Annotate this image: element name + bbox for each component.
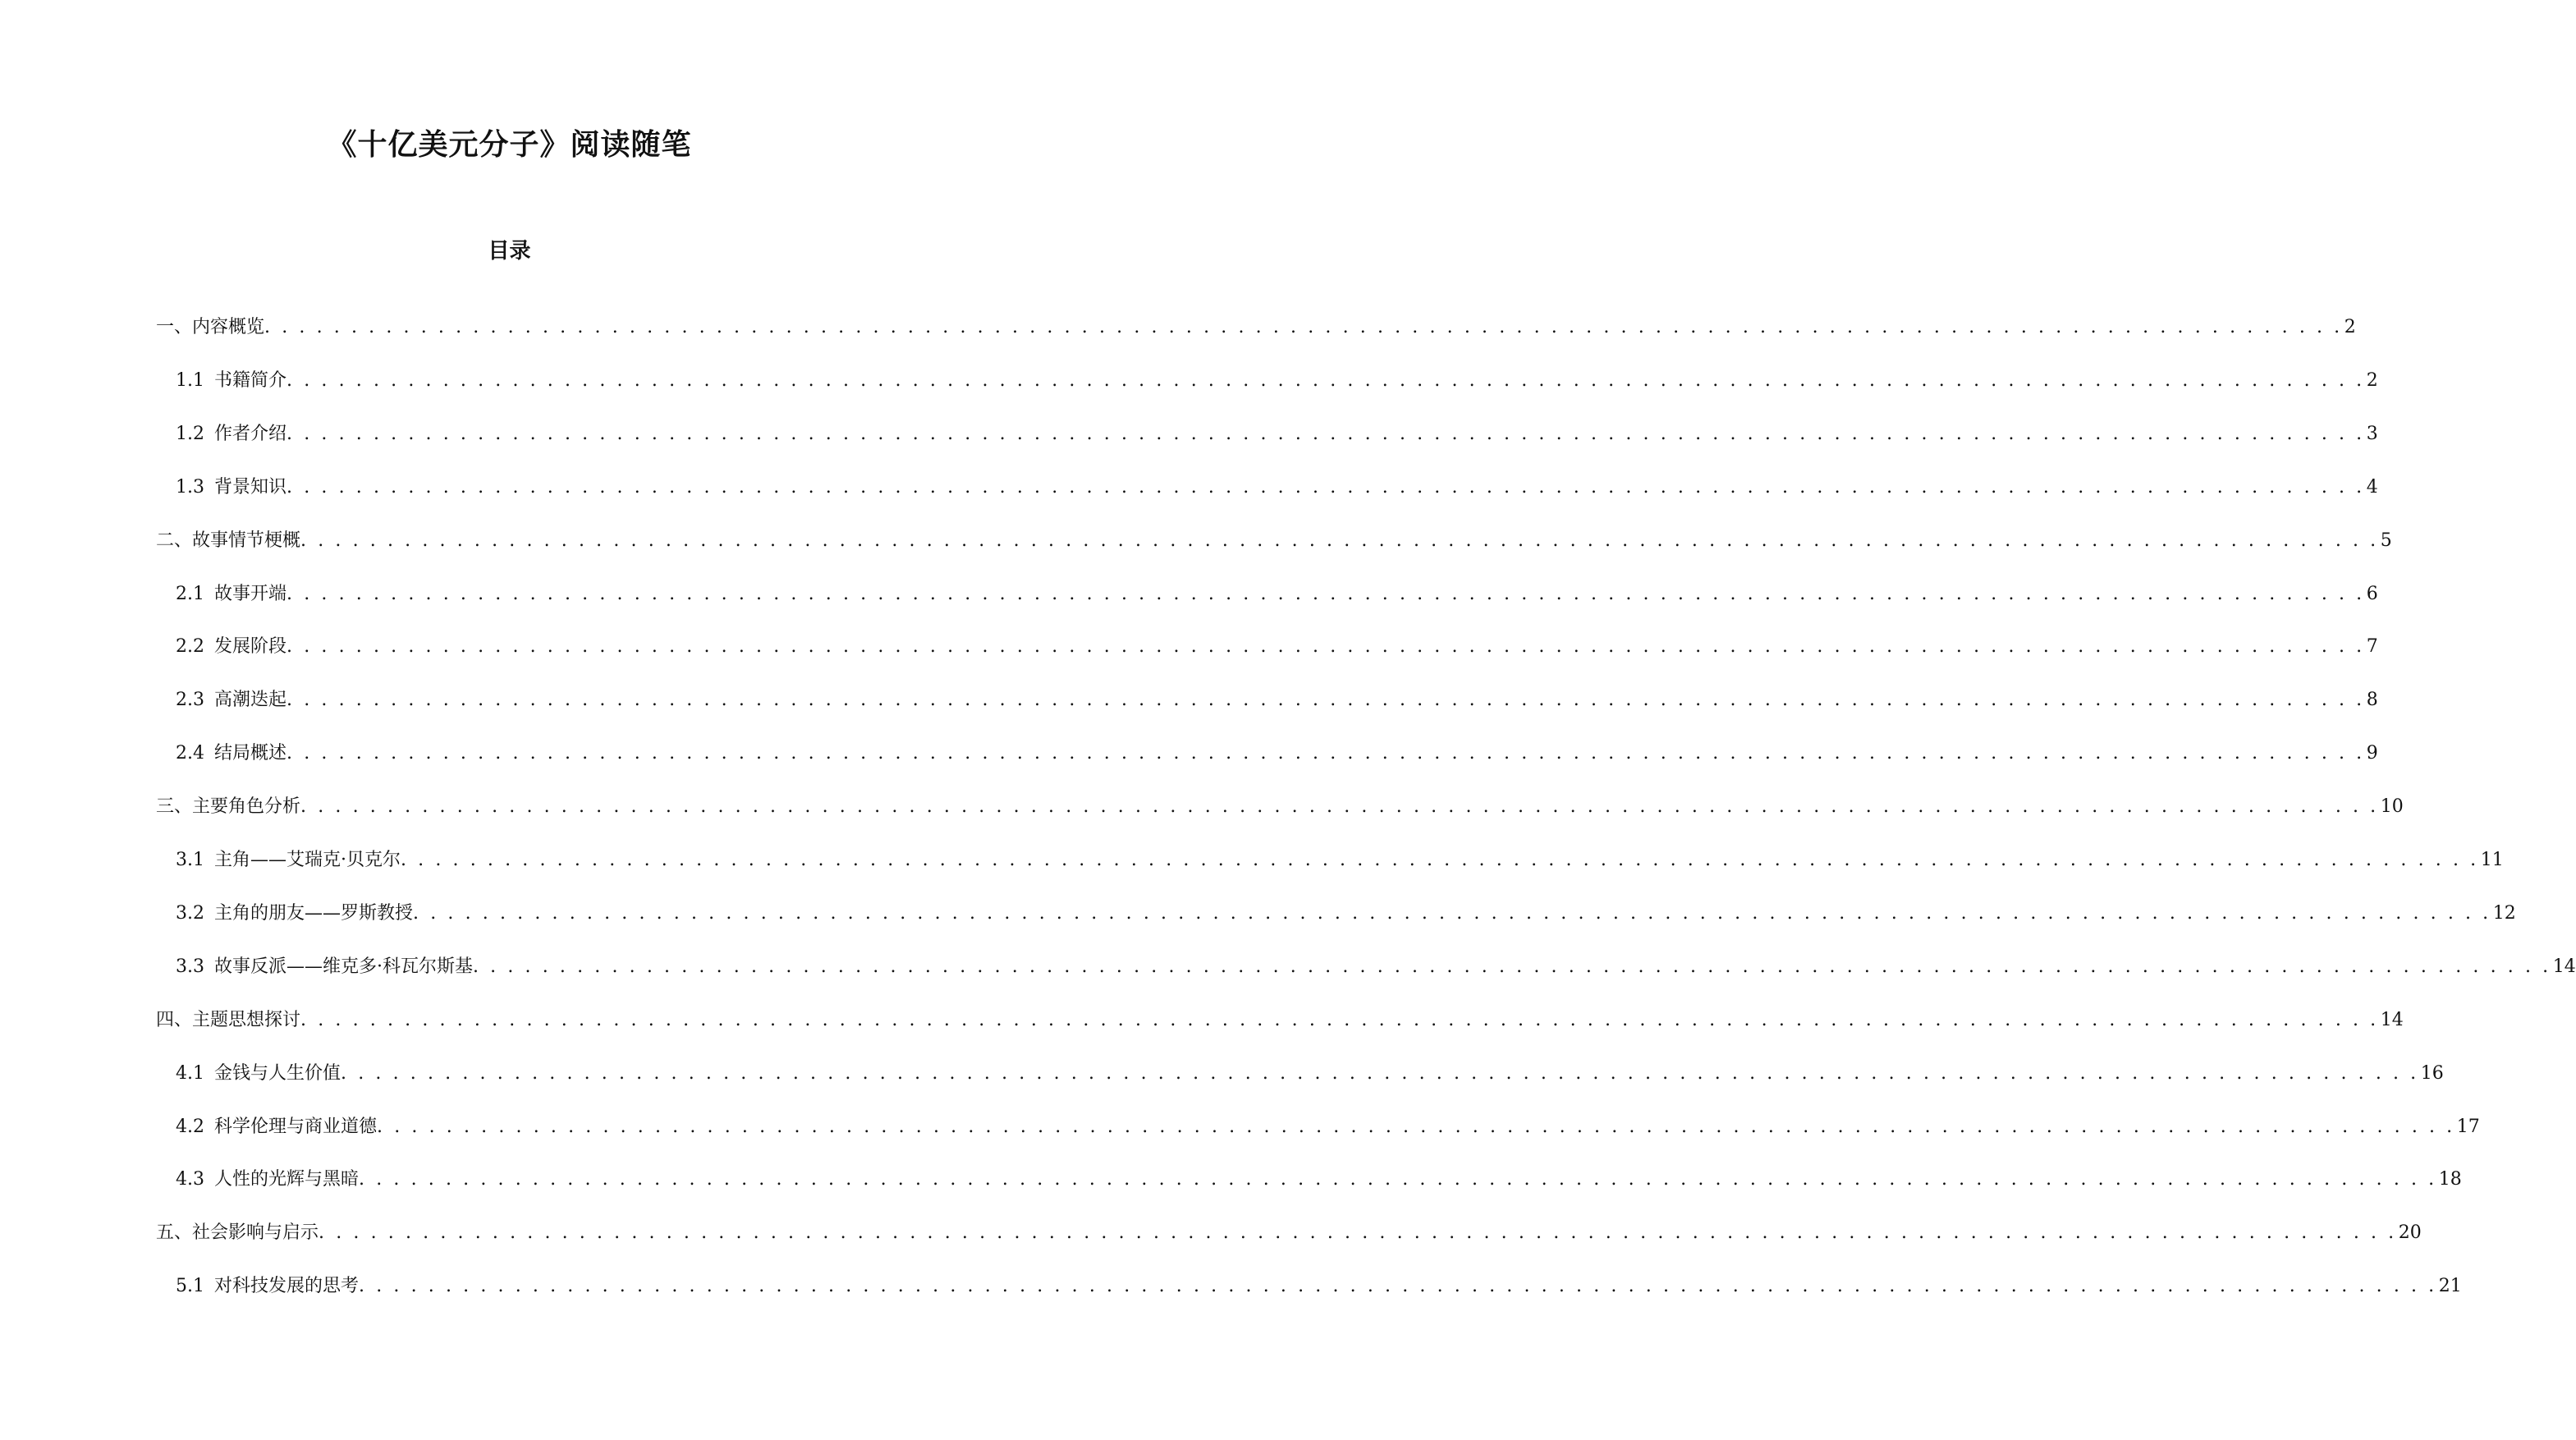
toc-entry-page-number: 14: [2552, 956, 2576, 977]
toc-entry-page-number: 12: [2492, 903, 2516, 924]
toc-entry-page-number: 16: [2420, 1063, 2444, 1084]
toc-dot-leader: . . . . . . . . . . . . . . . . . . . . . . . . . . . . . . . . . . . . . . . . . . . . . . . . . . . . . . . . . . . . . . . . . . . . . . . . . . . . . . . . . . . . . . . . . . . . . . . . . . . . . . . . . . . . . . . . . . . . . . . .: [300, 530, 2379, 551]
toc-heading: 目录: [488, 239, 531, 264]
toc-entry-label: 三、主要角色分析: [156, 796, 301, 817]
toc-entry-page-number: 20: [2398, 1222, 2422, 1243]
toc-entry-page-number: 2: [2344, 317, 2356, 337]
toc-dot-leader: . . . . . . . . . . . . . . . . . . . . . . . . . . . . . . . . . . . . . . . . . . . . . . . . . . . . . . . . . . . . . . . . . . . . . . . . . . . . . . . . . . . . . . . . . . . . . . . . . . . . . . . . . . . . . . . . . . . . . . . .: [401, 850, 2479, 870]
toc-dot-leader: . . . . . . . . . . . . . . . . . . . . . . . . . . . . . . . . . . . . . . . . . . . . . . . . . . . . . . . . . . . . . . . . . . . . . . . . . . . . . . . . . . . . . . . . . . . . . . . . . . . . . . . . . . . . . . . . . . . . . . . .: [286, 690, 2365, 710]
toc-entry-page-number: 7: [2366, 636, 2378, 657]
toc-entry-page-number: 18: [2438, 1169, 2462, 1190]
toc-entry-page-number: 6: [2366, 584, 2378, 604]
toc-entry-number: 4.1: [176, 1063, 204, 1084]
toc-entry-chapter[interactable]: [156, 314, 2356, 341]
toc-entry-section[interactable]: [176, 1114, 2480, 1140]
toc-entry-label: 故事反派——维克多·科瓦尔斯基: [214, 956, 473, 977]
toc-entry-section[interactable]: [176, 1273, 2462, 1300]
toc-entry-section[interactable]: [176, 1167, 2462, 1193]
toc-entry-page-number: 17: [2456, 1117, 2480, 1137]
toc-entry-page-number: 3: [2366, 424, 2378, 444]
toc-entry-label: 对科技发展的思考: [214, 1276, 360, 1296]
toc-entry-label: 科学伦理与商业道德: [214, 1117, 378, 1137]
toc-entry-page-number: 10: [2380, 796, 2404, 817]
toc-entry-number: 2.3: [176, 690, 204, 710]
toc-entry-label: 一、内容概览: [156, 317, 265, 337]
toc-entry-label: 主角的朋友——罗斯教授: [214, 903, 414, 924]
toc-entry-page-number: 5: [2380, 530, 2392, 551]
toc-entry-number: 1.2: [176, 424, 204, 444]
toc-entry-label: 作者介绍: [214, 424, 287, 444]
toc-entry-chapter[interactable]: [156, 1007, 2404, 1034]
toc-entry-number: 1.1: [176, 370, 204, 391]
toc-entry-number: 3.1: [176, 850, 204, 870]
toc-entry-label: 主角——艾瑞克·贝克尔: [214, 850, 401, 870]
toc-entry-chapter[interactable]: [156, 1220, 2422, 1246]
toc-entry-label: 背景知识: [214, 477, 287, 498]
toc-dot-leader: . . . . . . . . . . . . . . . . . . . . . . . . . . . . . . . . . . . . . . . . . . . . . . . . . . . . . . . . . . . . . . . . . . . . . . . . . . . . . . . . . . . . . . . . . . . . . . . . . . . . . . . . . . . . . . . . . . . . . . . .: [413, 903, 2491, 924]
toc-entry-label: 书籍简介: [214, 370, 287, 391]
toc-entry-page-number: 21: [2438, 1276, 2462, 1296]
toc-entry-number: 3.2: [176, 903, 204, 924]
toc-entry-label: 金钱与人生价值: [214, 1063, 341, 1084]
toc-entry-section[interactable]: [176, 687, 2378, 713]
toc-entry-page-number: 14: [2380, 1010, 2404, 1030]
toc-entry-chapter[interactable]: [156, 528, 2392, 554]
toc-entry-page-number: 9: [2366, 743, 2378, 764]
toc-dot-leader: . . . . . . . . . . . . . . . . . . . . . . . . . . . . . . . . . . . . . . . . . . . . . . . . . . . . . . . . . . . . . . . . . . . . . . . . . . . . . . . . . . . . . . . . . . . . . . . . . . . . . . . . . . . . . . . . . . . . . . . .: [286, 424, 2365, 444]
toc-entry-number: 2.2: [176, 636, 204, 657]
toc-entry-section[interactable]: [176, 634, 2378, 660]
toc-entry-label: 五、社会影响与启示: [156, 1222, 319, 1243]
toc-dot-leader: . . . . . . . . . . . . . . . . . . . . . . . . . . . . . . . . . . . . . . . . . . . . . . . . . . . . . . . . . . . . . . . . . . . . . . . . . . . . . . . . . . . . . . . . . . . . . . . . . . . . . . . . . . . . . . . . . . . . . . . .: [286, 636, 2365, 657]
toc-entry-number: 2.4: [176, 743, 204, 764]
toc-entry-label: 结局概述: [214, 743, 287, 764]
toc-entry-label: 高潮迭起: [214, 690, 287, 710]
toc-dot-leader: . . . . . . . . . . . . . . . . . . . . . . . . . . . . . . . . . . . . . . . . . . . . . . . . . . . . . . . . . . . . . . . . . . . . . . . . . . . . . . . . . . . . . . . . . . . . . . . . . . . . . . . . . . . . . . . . . . . . . . . .: [286, 370, 2365, 391]
toc-entry-section[interactable]: [176, 1061, 2444, 1087]
toc-dot-leader: . . . . . . . . . . . . . . . . . . . . . . . . . . . . . . . . . . . . . . . . . . . . . . . . . . . . . . . . . . . . . . . . . . . . . . . . . . . . . . . . . . . . . . . . . . . . . . . . . . . . . . . . . . . . . . . . . . . . . . . .: [473, 956, 2551, 977]
toc-dot-leader: . . . . . . . . . . . . . . . . . . . . . . . . . . . . . . . . . . . . . . . . . . . . . . . . . . . . . . . . . . . . . . . . . . . . . . . . . . . . . . . . . . . . . . . . . . . . . . . . . . . . . . . . . . . . . . . . . . . . . . . .: [377, 1117, 2455, 1137]
toc-entry-chapter[interactable]: [156, 794, 2404, 820]
toc-entry-page-number: 2: [2366, 370, 2378, 391]
toc-entry-section[interactable]: [176, 901, 2516, 927]
toc-dot-leader: . . . . . . . . . . . . . . . . . . . . . . . . . . . . . . . . . . . . . . . . . . . . . . . . . . . . . . . . . . . . . . . . . . . . . . . . . . . . . . . . . . . . . . . . . . . . . . . . . . . . . . . . . . . . . . . . . . . . . . . .: [341, 1063, 2419, 1084]
document-title: 《十亿美元分子》阅读随笔: [327, 128, 692, 162]
toc-entry-label: 发展阶段: [214, 636, 287, 657]
toc-entry-number: 5.1: [176, 1276, 204, 1296]
toc-entry-label: 二、故事情节梗概: [156, 530, 301, 551]
toc-entry-section[interactable]: [176, 581, 2378, 608]
toc-dot-leader: . . . . . . . . . . . . . . . . . . . . . . . . . . . . . . . . . . . . . . . . . . . . . . . . . . . . . . . . . . . . . . . . . . . . . . . . . . . . . . . . . . . . . . . . . . . . . . . . . . . . . . . . . . . . . . . . . . . . . . . .: [300, 1010, 2379, 1030]
toc-dot-leader: . . . . . . . . . . . . . . . . . . . . . . . . . . . . . . . . . . . . . . . . . . . . . . . . . . . . . . . . . . . . . . . . . . . . . . . . . . . . . . . . . . . . . . . . . . . . . . . . . . . . . . . . . . . . . . . . . . . . . . . .: [286, 477, 2365, 498]
toc-entry-number: 4.2: [176, 1117, 204, 1137]
toc-entry-page-number: 11: [2480, 850, 2504, 870]
toc-entry-section[interactable]: [176, 954, 2576, 980]
toc-dot-leader: . . . . . . . . . . . . . . . . . . . . . . . . . . . . . . . . . . . . . . . . . . . . . . . . . . . . . . . . . . . . . . . . . . . . . . . . . . . . . . . . . . . . . . . . . . . . . . . . . . . . . . . . . . . . . . . . . . . . . . . .: [264, 317, 2343, 337]
toc-entry-label: 人性的光辉与黑暗: [214, 1169, 360, 1190]
toc-entry-label: 四、主题思想探讨: [156, 1010, 301, 1030]
toc-dot-leader: . . . . . . . . . . . . . . . . . . . . . . . . . . . . . . . . . . . . . . . . . . . . . . . . . . . . . . . . . . . . . . . . . . . . . . . . . . . . . . . . . . . . . . . . . . . . . . . . . . . . . . . . . . . . . . . . . . . . . . . .: [286, 743, 2365, 764]
toc-entry-section[interactable]: [176, 741, 2378, 767]
toc-dot-leader: . . . . . . . . . . . . . . . . . . . . . . . . . . . . . . . . . . . . . . . . . . . . . . . . . . . . . . . . . . . . . . . . . . . . . . . . . . . . . . . . . . . . . . . . . . . . . . . . . . . . . . . . . . . . . . . . . . . . . . . .: [319, 1222, 2397, 1243]
toc-entry-label: 故事开端: [214, 584, 287, 604]
toc-entry-number: 2.1: [176, 584, 204, 604]
toc-dot-leader: . . . . . . . . . . . . . . . . . . . . . . . . . . . . . . . . . . . . . . . . . . . . . . . . . . . . . . . . . . . . . . . . . . . . . . . . . . . . . . . . . . . . . . . . . . . . . . . . . . . . . . . . . . . . . . . . . . . . . . . .: [359, 1169, 2437, 1190]
toc-entry-section[interactable]: [176, 847, 2504, 874]
toc-entry-page-number: 4: [2366, 477, 2378, 498]
toc-entry-number: 1.3: [176, 477, 204, 498]
toc-entry-section[interactable]: [176, 475, 2378, 501]
toc-dot-leader: . . . . . . . . . . . . . . . . . . . . . . . . . . . . . . . . . . . . . . . . . . . . . . . . . . . . . . . . . . . . . . . . . . . . . . . . . . . . . . . . . . . . . . . . . . . . . . . . . . . . . . . . . . . . . . . . . . . . . . . .: [286, 584, 2365, 604]
toc-entry-number: 3.3: [176, 956, 204, 977]
toc-entry-section[interactable]: [176, 368, 2378, 394]
toc-entry-page-number: 8: [2366, 690, 2378, 710]
toc-entry-number: 4.3: [176, 1169, 204, 1190]
toc-dot-leader: . . . . . . . . . . . . . . . . . . . . . . . . . . . . . . . . . . . . . . . . . . . . . . . . . . . . . . . . . . . . . . . . . . . . . . . . . . . . . . . . . . . . . . . . . . . . . . . . . . . . . . . . . . . . . . . . . . . . . . . .: [300, 796, 2379, 817]
toc-dot-leader: . . . . . . . . . . . . . . . . . . . . . . . . . . . . . . . . . . . . . . . . . . . . . . . . . . . . . . . . . . . . . . . . . . . . . . . . . . . . . . . . . . . . . . . . . . . . . . . . . . . . . . . . . . . . . . . . . . . . . . . .: [359, 1276, 2437, 1296]
toc-entry-section[interactable]: [176, 421, 2378, 447]
